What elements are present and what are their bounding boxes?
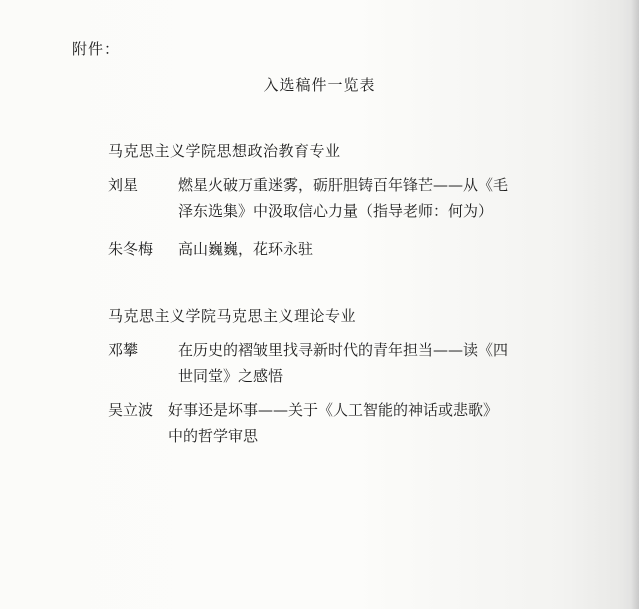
list-item [108, 172, 568, 228]
list-item [108, 236, 568, 264]
author-name: 吴立波 [108, 401, 154, 419]
work-title [168, 397, 578, 449]
work-title [178, 236, 578, 262]
work-title [178, 337, 578, 389]
work-title-line: 世同堂》之感悟 [178, 367, 284, 385]
list-item [108, 337, 568, 393]
section-heading-marxism-theory: 马克思主义学院马克思主义理论专业 [108, 307, 357, 325]
work-title-line: 泽东选集》中汲取信心力量（指导老师：何为） [178, 202, 494, 220]
work-title [178, 172, 578, 224]
author-name: 朱冬梅 [108, 240, 154, 258]
section-heading-ideological-education: 马克思主义学院思想政治教育专业 [108, 142, 341, 160]
work-title-line: 燃星火破万重迷雾，砺肝胆铸百年锋芒——从《毛 [178, 176, 509, 194]
attachment-label: 附件： [72, 40, 121, 58]
work-title-line: 高山巍巍，花环永驻 [178, 240, 314, 258]
work-title-line: 在历史的褶皱里找寻新时代的青年担当——读《四 [178, 341, 509, 359]
author-name: 邓攀 [108, 341, 139, 359]
author-name: 刘星 [108, 176, 139, 194]
work-title-line: 好事还是坏事——关于《人工智能的神话或悲歌》 [168, 401, 499, 419]
document-title: 入选稿件一览表 [263, 76, 376, 94]
work-title-line: 中的哲学审思 [168, 427, 259, 445]
list-item [108, 397, 578, 453]
